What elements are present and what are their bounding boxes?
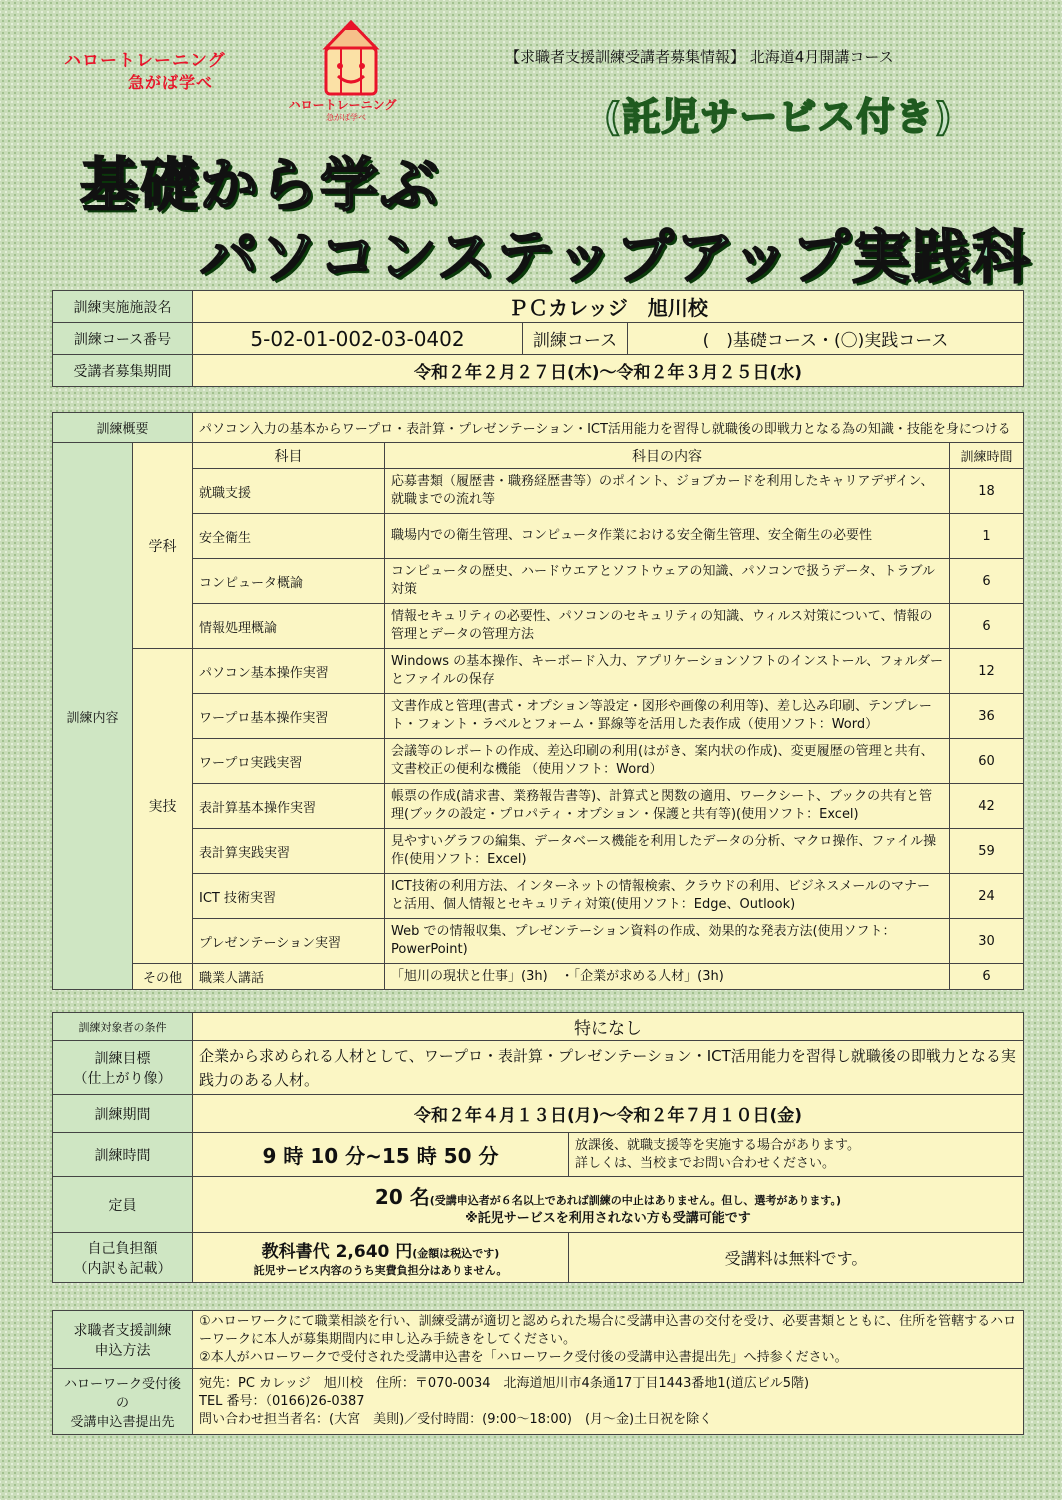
subject-name: 就職支援 [193, 469, 385, 514]
subject-detail: 会議等のレポートの作成、差込印刷の利用(はがき、案内状の作成)、変更履歴の管理と共有、文書校正の便利な機能 （使用ソフト：Word） [385, 739, 950, 784]
theory-group-label: 学科 [133, 443, 193, 649]
recruitment-period-label: 受講者募集期間 [53, 355, 193, 387]
subject-hours: 59 [950, 829, 1024, 874]
subject-hours: 30 [950, 919, 1024, 964]
overview-label: 訓練概要 [53, 413, 193, 443]
goal-label-sub: （仕上がり像） [73, 1070, 172, 1087]
tuition-free: 受講料は無料です。 [569, 1233, 1024, 1283]
target-label: 訓練対象者の条件 [53, 1013, 193, 1041]
other-group-label: その他 [133, 964, 193, 990]
application-table [52, 1310, 1024, 1435]
subject-hours: 60 [950, 739, 1024, 784]
subject-name: コンピュータ概論 [193, 559, 385, 604]
method-step-2: ②本人がハローワークで受付された受講申込書を「ハローワーク受付後の受講申込書提出先」へ持参ください。 [199, 1349, 848, 1365]
subject-hours: 6 [950, 559, 1024, 604]
col-detail-header: 科目の内容 [385, 443, 950, 469]
subject-detail: ICT技術の利用方法、インターネットの情報検索、クラウドの利用、ビジネスメールのマナーと活用、個人情報とセキュリティ対策(使用ソフト：Edge、Outlook) [385, 874, 950, 919]
subject-hours: 12 [950, 649, 1024, 694]
term-label: 訓練期間 [53, 1095, 193, 1133]
recruitment-info-header: 【求職者支援訓練受講者募集情報】 北海道4月開講コース [505, 48, 894, 66]
destination-phone: TEL 番号：（0166)26-0387 [199, 1393, 365, 1409]
cost-label: 自己負担額 [87, 1240, 158, 1257]
page-title-line-2: パソコンステップアップ実践科 [200, 223, 1032, 291]
goal-label: 訓練目標 [94, 1050, 151, 1067]
subject-name: パソコン基本操作実習 [193, 649, 385, 694]
subject-hours: 6 [950, 604, 1024, 649]
destination-address: 宛先：PC カレッジ 旭川校 住所：〒070-0034 北海道旭川市4条通17丁目1443番地1(道広ビル5階) [199, 1375, 810, 1391]
capacity-note-2: ※託児サービスを利用されない方も受講可能です [465, 1211, 751, 1226]
basic-info-table [52, 290, 1024, 387]
facility-name: ＰＣカレッジ 旭川校 [193, 291, 1024, 323]
subject-detail: Windows の基本操作、キーボード入力、アプリケーションソフトのインストール、フォルダーとファイルの保存 [385, 649, 950, 694]
method-label: 求職者支援訓練 [73, 1322, 172, 1339]
overview-text: パソコン入力の基本からワープロ・表計算・プレゼンテーション・ICT活用能力を習得し就職後の即戦力となる為の知識・技能を身につける [193, 413, 1024, 443]
subject-detail: 応募書類（履歴書・職務経歴書等）のポイント、ジョブカードを利用したキャリアデザイン、就職までの流れ等 [385, 469, 950, 514]
destination-contact: 問い合わせ担当者名：(大宮 美則)／受付時間：(9:00～18:00) (月～金)土日祝を除く [199, 1411, 713, 1427]
subject-detail: 「旭川の現状と仕事」(3h) ・「企業が求める人材」(3h) [385, 964, 950, 990]
practice-group-label: 実技 [133, 649, 193, 964]
time-label: 訓練時間 [53, 1133, 193, 1177]
cost-note: 託児サービス内容のうち実費負担分はありません。 [253, 1264, 508, 1277]
subject-name: プレゼンテーション実習 [193, 919, 385, 964]
subject-detail: 見やすいグラフの編集、データベース機能を利用したデータの分析、マクロ操作、ファイル操作(使用ソフト：Excel) [385, 829, 950, 874]
subject-name: 安全衛生 [193, 514, 385, 559]
cost-tax-note: (金額は税込です) [412, 1247, 500, 1260]
time-value: 9 時 10 分~15 時 50 分 [193, 1133, 569, 1177]
facility-label: 訓練実施施設名 [53, 291, 193, 323]
subject-detail: 文書作成と管理(書式・オプション等設定・図形や画像の利用等)、差し込み印刷、テンプレート・フォント・ラベルとフォーム・罫線等を活用した表作成（使用ソフト：Word） [385, 694, 950, 739]
subject-name: 表計算実践実習 [193, 829, 385, 874]
subject-detail: 職場内での衛生管理、コンピュータ作業における安全衛生管理、安全衛生の必要性 [385, 514, 950, 559]
subject-detail: 帳票の作成(請求書、業務報告書等)、計算式と関数の適用、ワークシート、ブックの共有と管理(ブックの設定・プロパティ・オプション・保護と共有等)(使用ソフト：Excel) [385, 784, 950, 829]
cost-value: 教科書代 2,640 円 [261, 1242, 413, 1262]
training-content-table [52, 412, 1024, 990]
subject-hours: 24 [950, 874, 1024, 919]
subject-hours: 18 [950, 469, 1024, 514]
subject-detail: コンピュータの歴史、ハードウエアとソフトウェアの知識、パソコンで扱うデータ、トラブル対策 [385, 559, 950, 604]
subject-name: ワープロ実践実習 [193, 739, 385, 784]
mascot-sublabel: 急がば学べ [326, 113, 366, 122]
col-hours-header: 訓練時間 [950, 443, 1024, 469]
recruitment-period: 令和２年２月２７日(木)～令和２年３月２５日(水) [193, 355, 1024, 387]
method-label-sub: 申込方法 [94, 1342, 151, 1359]
course-number: 5-02-01-002-03-0402 [193, 323, 523, 355]
subject-hours: 42 [950, 784, 1024, 829]
subject-hours: 36 [950, 694, 1024, 739]
content-label: 訓練内容 [53, 443, 133, 990]
conditions-table [52, 1012, 1024, 1283]
subject-name: 表計算基本操作実習 [193, 784, 385, 829]
subject-name: 情報処理概論 [193, 604, 385, 649]
childcare-service-banner: (託児サービス付き) [604, 95, 953, 139]
destination-label: ハローワーク受付後の [63, 1377, 181, 1411]
subject-detail: 情報セキュリティの必要性、パソコンのセキュリティの知識、ウィルス対策について、情報の管理とデータの管理方法 [385, 604, 950, 649]
course-number-label: 訓練コース番号 [53, 323, 193, 355]
time-note-1: 放課後、就職支援等を実施する場合があります。 [575, 1137, 860, 1153]
course-type-value: ( )基礎コース・(〇)実践コース [628, 323, 1024, 355]
capacity-note: (受講申込者が６名以上であれば訓練の中止はありません。但し、選考があります。) [429, 1194, 842, 1207]
subject-name: ICT 技術実習 [193, 874, 385, 919]
subject-detail: Web での情報収集、プレゼンテーション資料の作成、効果的な発表方法(使用ソフト：PowerPoint) [385, 919, 950, 964]
mascot-label: ハロートレーニング [288, 98, 397, 112]
course-type-label: 訓練コース [523, 323, 628, 355]
cost-label-sub: （内訳も記載） [73, 1260, 172, 1277]
page-title-line-1: 基礎から学ぶ [80, 151, 441, 219]
target-value: 特になし [193, 1013, 1024, 1041]
goal-value: 企業から求められる人材として、ワープロ・表計算・プレゼンテーション・ICT活用能力を習得し就職後の即戦力となる実践力のある人材。 [193, 1041, 1024, 1095]
col-subject-header: 科目 [193, 443, 385, 469]
capacity-value: 20 名 [374, 1185, 430, 1209]
destination-label-sub: 受講申込書提出先 [70, 1415, 175, 1430]
subject-hours: 1 [950, 514, 1024, 559]
method-step-1: ①ハローワークにて職業相談を行い、訓練受講が適切と認められた場合に受講申込書の交付を受け、必要書類とともに、住所を管轄するハローワークに本人が募集期間内に申し込み手続きをしてください。 [199, 1313, 1017, 1347]
subject-hours: 6 [950, 964, 1024, 990]
brand-tagline-2: 急がば学べ [128, 73, 214, 92]
time-note-2: 詳しくは、当校までお問い合わせください。 [575, 1155, 836, 1171]
subject-name: 職業人講話 [193, 964, 385, 990]
brand-tagline-1: ハロートレーニング [64, 51, 226, 71]
capacity-label: 定員 [53, 1177, 193, 1233]
term-value: 令和２年４月１３日(月)～令和２年７月１０日(金) [193, 1095, 1024, 1133]
subject-name: ワープロ基本操作実習 [193, 694, 385, 739]
